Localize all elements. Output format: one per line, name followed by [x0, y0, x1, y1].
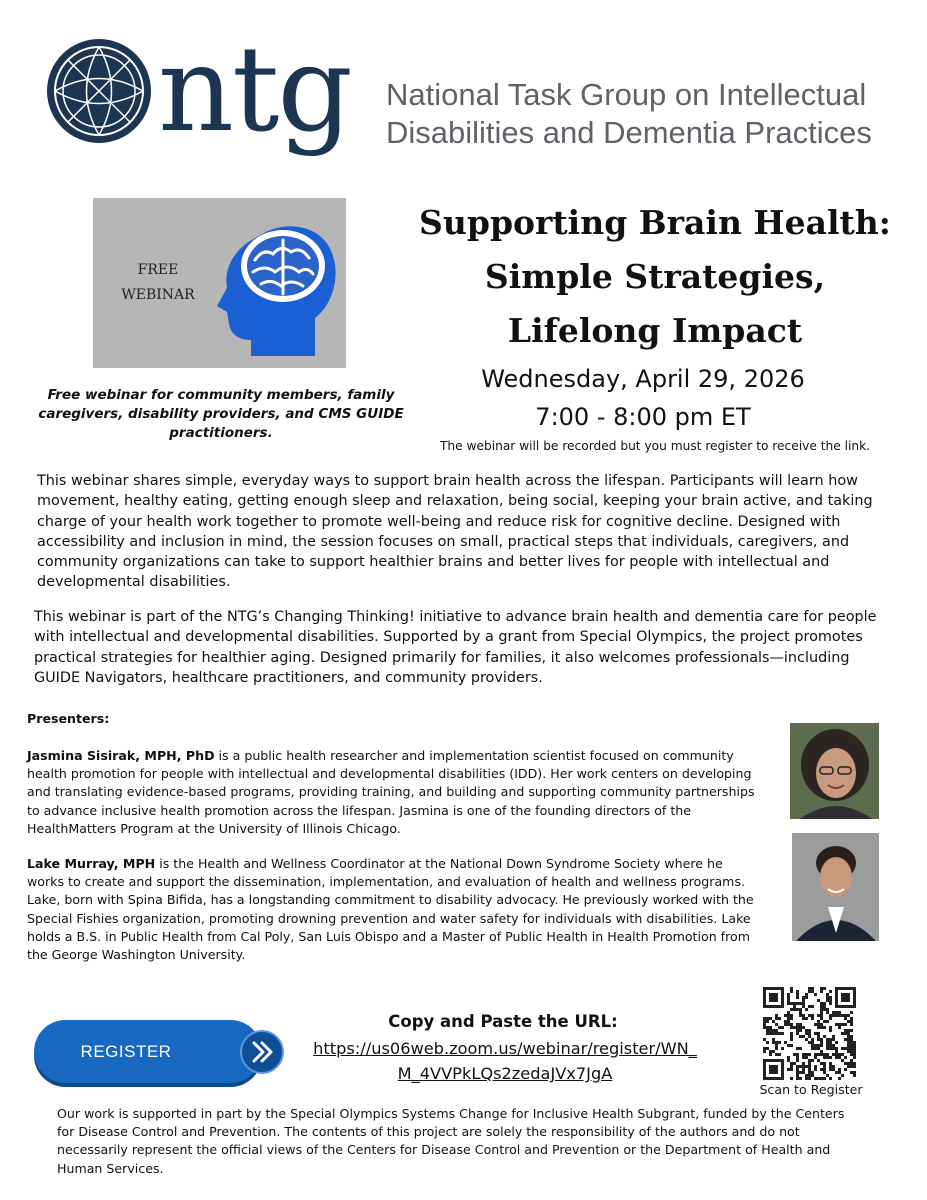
presenter-bio-1 [27, 747, 762, 838]
webinar-time: 7:00 - 8:00 pm ET [535, 403, 751, 431]
description-paragraph-2: This webinar is part of the NTG’s Changing Thinking! initiative to advance brain health and dementia care for people with intellectual and developmental disabilities. Supported by a grant from Special Olympics, the project promotes practical strategies for healthier aging. Designed primarily for families, it also welcomes professionals—including GUIDE Navigators, healthcare practitioners, and community providers. [34, 609, 877, 686]
webinar-date: Wednesday, April 29, 2026 [481, 365, 805, 393]
presenter-photo-2-image [792, 833, 879, 941]
register-button[interactable] [34, 1020, 262, 1083]
url-line2[interactable]: M_4VVPkLQs2zedaJVx7JgA [397, 1064, 613, 1083]
org-name-line1: National Task Group on Intellectual [386, 77, 867, 112]
ntg-logo-ring-icon [44, 36, 154, 146]
webinar-title [410, 196, 900, 358]
presenter-name-2: Lake Murray, MPH [27, 856, 156, 871]
double-chevron-right-icon[interactable] [240, 1030, 284, 1074]
presenter-bio-2 [27, 855, 762, 964]
graphic-line2: WEBINAR [121, 287, 195, 303]
free-webinar-text [93, 258, 223, 308]
organization-name [386, 76, 872, 152]
presenter-bio-text-2: is the Health and Wellness Coordinator at the National Down Syndrome Society where he works to create and support the dissemination, implementation, and evaluation of health and wellness programs. Lake, born with Spina Bifida, has a longstanding commitment to disability advocacy. He previously worked with the Special Fishies organization, promoting drowning prevention and water safety for individuals with disabilities. Lake holds a B.S. in Public Health from Cal Poly, San Luis Obispo and a Master of Public Health in Health Promotion from the George Washington University. [27, 856, 754, 963]
qr-code-icon[interactable] [763, 987, 856, 1080]
title-line2: Simple Strategies, [484, 257, 826, 296]
url-line1[interactable]: https://us06web.zoom.us/webinar/register/WN_ [313, 1039, 697, 1058]
brain-head-icon [211, 216, 341, 356]
recording-note: The webinar will be recorded but you must register to receive the link. [439, 439, 871, 453]
title-line1: Supporting Brain Health: [419, 203, 891, 242]
graphic-line1: FREE [137, 262, 179, 278]
presenter-name-1: Jasmina Sisirak, MPH, PhD [27, 748, 215, 763]
target-audience-text: Free webinar for community members, family caregivers, disability providers, and CMS GUIDE practitioners. [38, 387, 404, 441]
presenters-heading: Presenters: [27, 711, 110, 726]
funding-disclaimer: Our work is supported in part by the Special Olympics Systems Change for Inclusive Health Subgrant, funded by the Centers for Disease Control and Prevention. The contents of this project are solely the responsibility of the authors and do not necessarily represent the official views of the Centers for Disease Control and Prevention or the Department of Health and Human Services. [57, 1106, 845, 1176]
description-paragraph-1: This webinar shares simple, everyday ways to support brain health across the lifespan. Participants will learn how movement, healthy eating, getting enough sleep and relaxation, being social, keeping your brain active, and taking charge of your health work together to promote well-being and reduce risk for cognitive decline. Designed with accessibility and inclusion in mind, the session focuses on small, practical steps that individuals, caregivers, and community organizations can take to support healthier brains and better lives for people with intellectual and developmental disabilities. [37, 473, 873, 591]
presenter-bio-text-1: is a public health researcher and implementation scientist focused on community health promotion for people with intellectual and developmental disabilities (IDD). Her work centers on developing and translating evidence-based programs, providing training, and building and supporting community partnerships to advance inclusive health promotion across the lifespan. Jasmina is one of the founding directors of the HealthMatters Program at the University of Illinois Chicago. [27, 748, 755, 836]
copy-url-heading: Copy and Paste the URL: [388, 1012, 618, 1031]
register-button-label[interactable]: REGISTER [80, 1042, 172, 1061]
title-line3: Lifelong Impact [507, 311, 803, 350]
presenter-photo-1 [790, 723, 879, 819]
free-webinar-graphic [93, 198, 346, 368]
webinar-datetime [410, 360, 876, 436]
presenter-photo-1-image [790, 723, 879, 819]
org-name-line2: Disabilities and Dementia Practices [386, 115, 872, 150]
presenter-photo-2 [792, 833, 879, 941]
qr-code-label: Scan to Register [759, 1082, 863, 1097]
ntg-logo-text: ntg [158, 20, 351, 158]
registration-url-link[interactable] [296, 1036, 714, 1086]
